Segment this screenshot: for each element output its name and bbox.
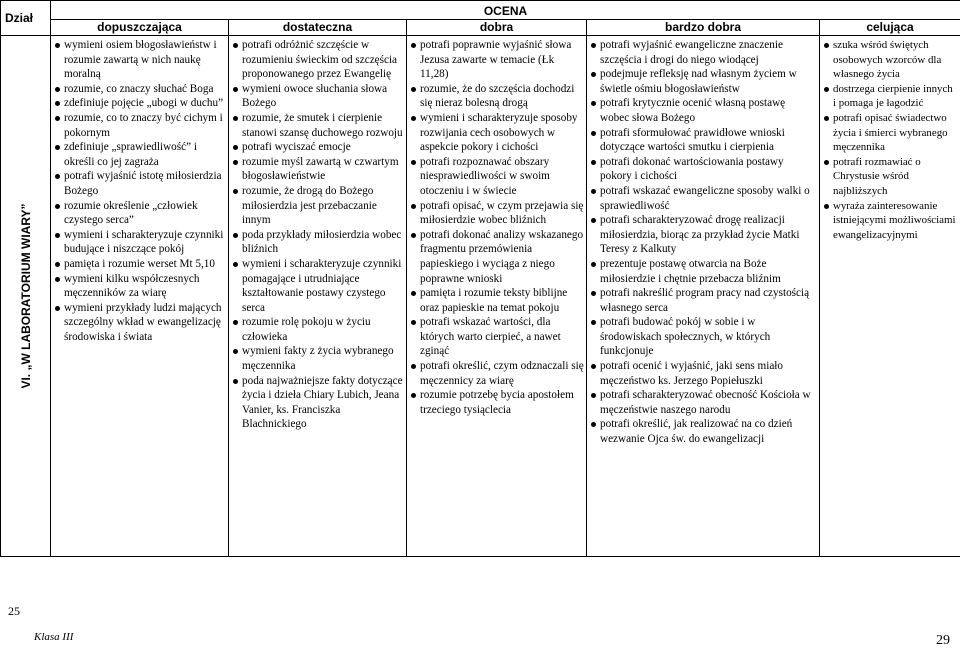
bullet-icon — [411, 87, 416, 92]
criterion-item — [822, 155, 958, 199]
criterion-item — [822, 38, 958, 82]
criterion-item — [409, 82, 584, 111]
criterion-text: zdefiniuje „sprawiedliwość” i określi co jej zagraża — [64, 141, 197, 168]
criterion-text: potrafi krytycznie ocenić własną postawę wobec słowa Bożego — [600, 97, 786, 124]
bullet-icon — [55, 116, 60, 121]
criterion-text: potrafi scharakteryzować obecność Kościoła w męczeństwie naszego narodu — [600, 389, 811, 416]
criterion-text: rozumie rolę pokoju w życiu człowieka — [242, 316, 371, 343]
bullet-icon — [55, 262, 60, 267]
criterion-item — [231, 38, 404, 82]
criterion-text: dostrzega cierpienie innych i pomaga je łagodzić — [833, 82, 953, 110]
criterion-item — [589, 388, 817, 417]
column-dopuszczajaca — [51, 36, 229, 557]
criterion-text: rozumie, co to znaczy być cichym i pokornym — [64, 111, 223, 139]
column-dobra — [407, 36, 587, 557]
criterion-text: pamięta i rozumie teksty biblijne oraz papieskie na temat pokoju — [420, 287, 568, 314]
grade-dobra: dobra — [407, 20, 587, 36]
bullet-icon — [55, 306, 60, 311]
grade-celujaca: celująca — [820, 20, 960, 36]
criterion-text: wymieni i scharakteryzuje czynniki budujące i niszczące pokój — [64, 228, 224, 256]
bullet-icon — [591, 364, 596, 369]
criterion-item — [53, 111, 226, 140]
criterion-text: rozumie, że drogą do Bożego miłosierdzia jest przebaczanie innym — [242, 184, 377, 227]
criterion-text: potrafi poprawnie wyjaśnić słowa Jezusa zawarte w temacie (Łk 11,28) — [420, 39, 572, 81]
bullet-icon — [591, 72, 596, 77]
criterion-text: rozumie potrzebę bycia apostołem trzeciego tysiąclecia — [420, 389, 574, 416]
criterion-text: potrafi wyjaśnić ewangeliczne znaczenie szczęścia i drogi do niego wiodącej — [600, 39, 783, 66]
bullet-icon — [591, 189, 596, 194]
bullet-icon — [233, 262, 238, 267]
bullet-icon — [824, 87, 829, 92]
criterion-item — [409, 111, 584, 155]
bullet-icon — [233, 87, 238, 92]
bullet-icon — [233, 189, 238, 194]
bullet-icon — [411, 393, 416, 398]
criterion-item — [53, 82, 226, 97]
criterion-item — [231, 344, 404, 373]
criterion-item — [409, 199, 584, 228]
bullet-icon — [233, 320, 238, 325]
criterion-text: potrafi nakreślić program pracy nad czystością własnego serca — [600, 287, 810, 314]
criterion-text: wymieni owoce słuchania słowa Bożego — [242, 82, 388, 110]
criterion-item — [231, 111, 404, 140]
grade-dostateczna: dostateczna — [229, 20, 407, 36]
criterion-text: potrafi wskazać ewangeliczne sposoby walki o sprawiedliwość — [600, 184, 810, 212]
criterion-item — [409, 388, 584, 417]
bullet-icon — [55, 174, 60, 179]
page-number-left: 25 — [8, 604, 20, 618]
criterion-item — [822, 82, 958, 111]
criterion-text: potrafi sformułować prawidłowe wnioski dotyczące wartości smutku i cierpienia — [600, 126, 785, 154]
bullet-icon — [55, 101, 60, 106]
criterion-text: potrafi wyciszać emocje — [242, 141, 351, 154]
criterion-item — [589, 184, 817, 213]
criterion-item — [231, 374, 404, 432]
column-celujaca — [820, 36, 960, 557]
header-ocena: OCENA — [51, 1, 960, 20]
section-title: VI. „W LABORATORIUM WIARY” — [18, 203, 33, 389]
criterion-item — [53, 272, 226, 301]
header-dzial: Dział — [1, 1, 51, 36]
criterion-item — [231, 184, 404, 228]
criterion-text: potrafi rozpoznawać obszary niesprawiedliwości w swoim otoczeniu i w świecie — [420, 155, 550, 197]
criterion-text: zdefiniuje pojęcie „ubogi w duchu” — [64, 97, 224, 110]
bullet-icon — [591, 422, 596, 427]
bullet-icon — [55, 277, 60, 282]
criterion-text: rozumie, co znaczy słuchać Boga — [64, 82, 214, 95]
criterion-item — [231, 315, 404, 344]
criterion-text: wymieni fakty z życia wybranego męczennika — [242, 345, 394, 373]
bullet-icon — [824, 204, 829, 209]
class-label: Klasa III — [34, 631, 74, 643]
bullet-icon — [233, 145, 238, 150]
criterion-text: potrafi opisać, w czym przejawia się miłosierdzie wobec bliźnich — [420, 199, 584, 227]
criterion-item — [231, 82, 404, 111]
criterion-text: potrafi wskazać wartości, dla których warto cierpieć, a nawet zginąć — [420, 316, 561, 358]
bullet-icon — [591, 131, 596, 136]
grade-bardzo-dobra: bardzo dobra — [587, 20, 820, 36]
bullet-icon — [591, 43, 596, 48]
criterion-item — [409, 155, 584, 199]
criterion-item — [409, 38, 584, 82]
criterion-text: pamięta i rozumie werset Mt 5,10 — [64, 257, 215, 270]
bullet-icon — [233, 379, 238, 384]
bullet-icon — [55, 87, 60, 92]
bullet-icon — [591, 262, 596, 267]
criterion-item — [53, 169, 226, 198]
criterion-text: potrafi scharakteryzować drogę realizacji miłosierdzia, biorąc za przykład życie Matki Teresy z Kalkuty — [600, 214, 800, 256]
criterion-item — [589, 315, 817, 359]
criterion-item — [231, 155, 404, 184]
bullet-icon — [591, 218, 596, 223]
criterion-text: wymieni i scharakteryzuje sposoby rozwijania cech osobowych w aspekcie pokory i cichości — [420, 111, 578, 154]
criterion-item — [53, 96, 226, 111]
bullet-icon — [591, 160, 596, 165]
criterion-item — [409, 359, 584, 388]
criterion-text: rozumie, że smutek i cierpienie stanowi szansę duchowego rozwoju — [242, 111, 403, 139]
criterion-text: prezentuje postawę otwarcia na Boże miłosierdzie i chętnie przebacza bliźnim — [600, 257, 781, 285]
criterion-text: potrafi ocenić i wyjaśnić, jaki sens miało męczeństwo ks. Jerzego Popiełuszki — [600, 360, 783, 387]
bullet-icon — [591, 393, 596, 398]
criterion-text: potrafi dokonać wartościowania postawy pokory i cichości — [600, 155, 784, 183]
bullet-icon — [591, 291, 596, 296]
bullet-icon — [411, 233, 416, 238]
bullet-icon — [55, 204, 60, 209]
bullet-icon — [411, 43, 416, 48]
criterion-text: wymieni osiem błogosławieństw i rozumie zawartą w nich naukę moralną — [64, 39, 217, 81]
criterion-item — [231, 257, 404, 315]
column-bardzo-dobra — [587, 36, 820, 557]
bullet-icon — [233, 349, 238, 354]
criterion-text: potrafi określić, czym odznaczali się męczennicy za wiarę — [420, 360, 584, 387]
criterion-text: poda najważniejsze fakty dotyczące życia i dzieła Chiary Lubich, Jeana Vanier, ks. Franciszka Blachnickiego — [242, 374, 403, 431]
criterion-text: rozumie myśl zawartą w czwartym błogosławieństwie — [242, 155, 399, 183]
criterion-item — [589, 257, 817, 286]
criterion-item — [589, 96, 817, 125]
section-cell — [1, 36, 51, 557]
bullet-icon — [591, 101, 596, 106]
criterion-item — [409, 286, 584, 315]
bullet-icon — [824, 160, 829, 165]
criterion-item — [822, 111, 958, 155]
bullet-icon — [824, 43, 829, 48]
criterion-text: potrafi określić, jak realizować na co dzień wezwanie Ojca św. do ewangelizacji — [600, 418, 793, 446]
bullet-icon — [411, 291, 416, 296]
criterion-item — [53, 38, 226, 82]
bullet-icon — [591, 320, 596, 325]
criterion-text: potrafi wyjaśnić istotę miłosierdzia Bożego — [64, 170, 222, 197]
bullet-icon — [233, 160, 238, 165]
criterion-item — [53, 140, 226, 169]
criterion-item — [589, 38, 817, 67]
criterion-item — [53, 199, 226, 228]
criterion-text: potrafi odróżnić szczęście w rozumieniu świeckim od szczęścia proponowanego przez Ewangelię — [242, 39, 398, 81]
bullet-icon — [824, 116, 829, 121]
criterion-item — [589, 213, 817, 257]
bullet-icon — [411, 320, 416, 325]
bullet-icon — [233, 233, 238, 238]
criterion-item — [53, 257, 226, 272]
criterion-text: szuka wśród świętych osobowych wzorców dla własnego życia — [833, 39, 942, 81]
criterion-text: wymieni i scharakteryzuje czynniki pomagające i utrudniające kształtowanie postawy czystego serca — [242, 257, 402, 314]
criterion-text: wyraża zainteresowanie istniejącymi możliwościami ewangelizacyjnymi — [833, 199, 956, 241]
criterion-item — [589, 359, 817, 388]
criterion-item — [409, 228, 584, 286]
criterion-item — [822, 199, 958, 243]
criterion-item — [589, 67, 817, 96]
bullet-icon — [233, 116, 238, 121]
criterion-text: rozumie określenie „człowiek czystego serca” — [64, 199, 198, 227]
criterion-item — [589, 417, 817, 446]
criterion-item — [53, 228, 226, 257]
bullet-icon — [55, 145, 60, 150]
criterion-text: potrafi opisać świadectwo życia i śmierci wybranego męczennika — [833, 111, 948, 154]
criterion-item — [53, 301, 226, 345]
criterion-item — [409, 315, 584, 359]
criterion-item — [589, 126, 817, 155]
criterion-item — [589, 286, 817, 315]
criterion-text: podejmuje refleksję nad własnym życiem w świetle ośmiu błogosławieństw — [600, 68, 797, 95]
criterion-text: potrafi rozmawiać o Chrystusie wśród najbliższych — [833, 155, 921, 197]
criterion-text: poda przykłady miłosierdzia wobec bliźnich — [242, 228, 402, 256]
page-number-right: 29 — [936, 633, 950, 648]
criterion-text: wymieni kilku współczesnych męczenników za wiarę — [64, 272, 200, 300]
bullet-icon — [233, 43, 238, 48]
grade-dopuszczajaca: dopuszczająca — [51, 20, 229, 36]
bullet-icon — [411, 160, 416, 165]
criterion-text: potrafi dokonać analizy wskazanego fragmentu przemówienia papieskiego i wyciąga z niego poprawne wnioski — [420, 228, 584, 285]
criterion-item — [589, 155, 817, 184]
criterion-text: potrafi budować pokój w sobie i w środowiskach społecznych, w których funkcjonuje — [600, 316, 771, 358]
bullet-icon — [411, 204, 416, 209]
bullet-icon — [55, 233, 60, 238]
bullet-icon — [411, 364, 416, 369]
criterion-item — [231, 228, 404, 257]
bullet-icon — [55, 43, 60, 48]
bullet-icon — [411, 116, 416, 121]
column-dostateczna — [229, 36, 407, 557]
criterion-text: rozumie, że do szczęścia dochodzi się nieraz bolesną drogą — [420, 82, 575, 110]
criterion-text: wymieni przykłady ludzi mających szczególny wkład w ewangelizację środowiska i świata — [64, 301, 222, 343]
criterion-item — [231, 140, 404, 155]
